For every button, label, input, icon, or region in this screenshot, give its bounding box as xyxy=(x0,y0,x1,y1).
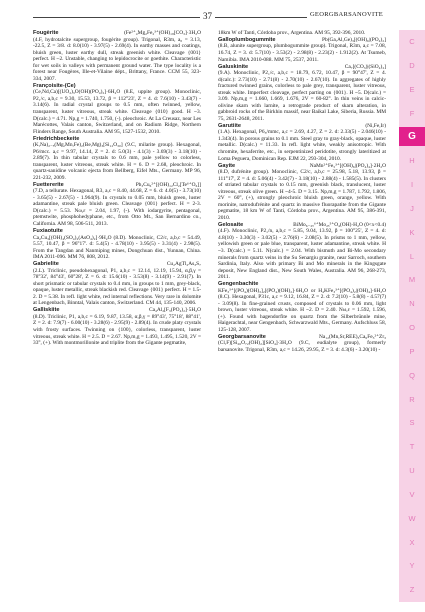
entry-description: (8.D). Triclinic, P1, a,b,c = 6.19, 9.87, 13.58, α,β,γ = 89°43', 75°18', 88°41', Z = 2. d: 7.9(7) - 6.00(10) - 3.28(6) - 2.95(9) - 2.89(4). In crude platy crystals with frosty surfaces. Twinning on {100}, colorless, transparent, luster vitreous, streak white. H = 2.5. D = 2.67. Np,m,g = 1.493, 1.495, 1.520, 2V = 33°, (+). With montmorillonite and triplite from the Gigante pegmatite, xyxy=(33,313,201,347)
mineral-name: Garutiite xyxy=(218,122,242,129)
running-head: GEORGBARSANOVITE xyxy=(307,11,383,18)
mineral-name: Gelosaite xyxy=(218,221,244,228)
index-tab-e[interactable]: E xyxy=(409,84,415,94)
mineral-formula: (Fe²⁺₄Mg₂Fe₂³⁺(OH)₁₈[CO₃]·3H₂O xyxy=(124,30,201,36)
index-tab-p[interactable]: P xyxy=(409,346,415,356)
mineral-formula: Pb₃Cu₆²⁺[(OH)₁₂Cl₂[Te⁶⁺O₆]] xyxy=(135,181,201,188)
mineral-name: Fougèrite xyxy=(33,30,59,36)
mineral-entry xyxy=(33,136,201,182)
entry-description: KFe₃³⁺[(PO₄)(OH)₃]₂[(PO₄)(OH)₂]·6H₂O or H₄KFe₃³⁺[(PO₄)₂|(OH)₄]·6H₂O (8.C). Hexagonal, P31c, a,c = 9.12, 16.84, Z = 2. d: 7.2(10) - 5.8(8) - 4.57(7) - 3.09(8). In fine-grained crusts, composed of crystals to 0.06 mm, light brown, luster vitreous, streak white. H ~2. D = 2.40. Nω,ε = 1.592, 1.596, (+). Found with hagendorfite on quartz from the Silberbrünnle mine, Haigerachtal, near Gengenbach, Schwarzwald Mts., Germany. Aufschluss 58, 125-128, 2007. xyxy=(218,287,386,333)
mineral-formula: Na₁₂(Mn,Sr,REE)₃Ca₆Fe₃²⁺Zr₃ xyxy=(318,333,386,340)
entry-description: (7.D, a tellurate. Hexagonal, R3, a,c = 8.40, 44.68, Z = 6. d: 4.0(5) - 3.73(10) - 3.65(5) - 2.67(5) - 1.964(9). In crystals to 0.05 mm, bluish green, luster adamantine, streak pale bluish green. Cleavage {001} perfect. H = 2-3. D(calc.) = 5.53. Nω,ε = 2.04, 1.97, (-). With iodargyrite, pentagonal, ptemstwite, phosphohedyphane, etc., from Otto Mt., San Bernardino co., California. AM 98, 506-511, 2013. xyxy=(33,188,201,228)
mineral-entry xyxy=(33,307,201,346)
right-column xyxy=(218,30,386,602)
mineral-entry xyxy=(218,281,386,333)
index-tab-t[interactable]: T xyxy=(409,442,415,452)
mineral-formula: Ca₇[(CO₃)|(SiO₄)₂] xyxy=(344,63,386,70)
mineral-entry xyxy=(218,64,386,123)
mineral-name: Friedrichbeckeite xyxy=(33,135,80,142)
entry-description: (8.D, dufrénite group). Monoclinic, C2/c, a,b,c = 25.98, 5.18, 13.93, β = 111°17', Z = 4. d: 5.06(4) - 3.42(7) - 3.18(10) - 2.88(4) - 1.585(5). In clusters of striated tabular crystals to 0.15 mm, greenish black, translucent, luster vitreous, streak olive green. H ~4-5. D = 3.15. Np,m,g = 1.787, 1.792, 1.806, 2V = 60°, (+), strongly pleochroic bluish green, orange, yellow. With morinite, natrodufrénite and quartz in massive fluorapatite from the Gigante pegmatite, 18 km W of Tanti, Córdoba prov., Argentina. AM 95, 386-391, 2010. xyxy=(218,169,386,221)
mineral-entry xyxy=(33,83,201,135)
mineral-formula: NaMn²⁺Fe₅³⁺[(OH)₆|(PO₄)₄]·2H₂O xyxy=(309,162,386,169)
mineral-formula: Pb(Ga,Al,Ge)₃[(OH)₆|(PO₄)₂] xyxy=(322,36,386,43)
mineral-formula: BiMo₆₋₂ₓ⁶⁺Mo₂ₓ⁵⁺O₄(OH)·H₂O (0<x<0.4) xyxy=(293,221,386,228)
index-tab-m[interactable]: M xyxy=(408,275,416,285)
index-tab-i[interactable]: I xyxy=(410,180,414,189)
left-column xyxy=(33,30,201,602)
entry-description: (Ce,Nd,Ca)[(UO₂)₃O(OH)(PO₄)₂]·6H₂O (8.E, uppite group). Monoclinic, P2₁/c, a,b,c = 9.30, 15.53, 13.72, β = 112°23', Z = 4. d: 7.6(10) - 3.43(7) - 3.14(6). In radial crystal groups to 0.5 mm, often twinned, yellow, transparent, luster vitreous, streak white. Cleavage {010} good. H ~3. D(calc.) = 4.71. Np,g = 1.740, 1.750, (-). pleochroic. At La Creusaz, near Les Marécottes, Valais canton, Switzerland, and on Radium Ridge, Northern Flinders Range, South Australia. AM 95, 1527-1532, 2010. xyxy=(33,89,201,135)
index-tab-j[interactable]: J xyxy=(410,203,414,213)
index-tab-s[interactable]: S xyxy=(409,418,415,428)
page-header xyxy=(33,11,383,28)
mineral-entry xyxy=(218,222,386,281)
mineral-entry xyxy=(218,123,386,162)
index-tab-q[interactable]: Q xyxy=(409,370,415,380)
mineral-name: Galuskinite xyxy=(218,63,249,70)
mineral-name: Galliskiite xyxy=(33,307,60,314)
entry-description: Ca₂Cu₃[(OH)₄(SO₄)₂(AsO₄)₂]·9H₂O (8.D). Monoclinic, C2/c, a,b,c = 54.49, 5.57, 10.47, β = 96°17'. d: 5.4(5) - 4.78(10) - 3.95(5) - 3.31(4) - 2.98(5). From the Tangdan and Nanmiping mines, Dongchuan dist., Yunnan, China. IMA 2011-096. MM 76, 808, 2012. xyxy=(33,234,201,261)
index-tab-c[interactable]: C xyxy=(409,37,415,46)
index-tab-h[interactable]: H xyxy=(409,156,415,166)
index-tab-u[interactable]: U xyxy=(409,466,415,475)
mineral-formula: Ca₄Al₂[F₃(PO₄)₂]·5H₂O xyxy=(148,307,201,314)
mineral-entry xyxy=(218,30,386,37)
index-tab-o[interactable]: O xyxy=(409,323,415,332)
entry-description: (K,Na)₂₋ₓ(Mg,Mn,Fe)₂(Be,Mg)₃[Si₁₂O₃₀] (9.C, milarite group). Hexagonal, P6/mcc. a,c = 9.97, 14.14, Z = 2. d: 5.0(3) - 4.1(3) - 3.69(3) - 3.18(10) - 2.89(7). In thin tabular crystals to 0.6 mm, pale yellow to colorless, transparent, luster vitreous, streak white. H = 6. D = 2.68, pleochroic. In quartz-sanidine volcanic ejecta from Bellberg, Eifel Mts., Germany. MP 96, 221-232, 2009. xyxy=(33,142,201,181)
mineral-name: Gayite xyxy=(218,162,236,169)
index-tab-g[interactable]: G xyxy=(399,127,425,146)
index-tab-f[interactable]: F xyxy=(409,108,415,118)
mineral-name: Gengenbachite xyxy=(218,281,259,288)
index-tab-d[interactable]: D xyxy=(409,60,415,70)
index-tab-n[interactable]: N xyxy=(409,299,415,309)
mineral-entry xyxy=(218,37,386,63)
index-tab-v[interactable]: V xyxy=(409,489,415,499)
index-tab-z[interactable]: Z xyxy=(409,585,415,595)
entry-description: (Cl,F)[Si₂₆O₇₂(OH)₂][SiO₄]·3H₂O (9.C, eudialyte group), formerly barsanovite. Trigonal, R3m, a,c = 14.26, 29.95, Z = 3. d: 4.3(6) - 3.20(10) - xyxy=(218,340,386,353)
mineral-name: Galloplumbogummite xyxy=(218,36,276,43)
mineral-entry xyxy=(33,182,201,228)
index-tab-x[interactable]: X xyxy=(409,537,415,547)
mineral-name: Georgbarsanovite xyxy=(218,333,266,340)
entry-description: (2.L). Triclinic, pseudohexagonal, P1, a,b,c = 12.14, 12.19, 15.94, α,β,γ = 78°32', 84°43', 60°28', Z = 6. d: 15.6(10) - 3.53(8) - 3.14(9) - 2.91(7). In short prismatic or tabular crystals to 0.4 mm, in groups to 1 mm, grey-black, opaque, luster metallic, streak blackish red. Cleavage {001} perfect. H = 1.5-2. D = 5.38. In refl. light white, red internal reflections. Very rare in dolomite at Lengenbach, Binntal, Valais canton, Switzerland. CM 44, 135-140, 2006. xyxy=(33,267,201,307)
mineral-name: Fuxiaotuite xyxy=(33,227,63,234)
mineral-entry xyxy=(218,163,386,222)
index-tab-r[interactable]: R xyxy=(409,394,415,404)
mineral-name: Fuettererite xyxy=(33,181,64,188)
index-tab-l[interactable]: L xyxy=(409,251,415,261)
mineral-formula: Cu₂AgTl₂As₃S₇ xyxy=(166,261,201,268)
mineral-entry xyxy=(33,228,201,261)
mineral-entry xyxy=(218,334,386,354)
index-tab-w[interactable]: W xyxy=(408,513,416,523)
alphabet-index-tabs xyxy=(399,30,425,602)
index-tab-k[interactable]: K xyxy=(409,227,415,237)
entry-description: (8.B, alunite supergroup, plumbogummite group). Trigonal, R3m, a,c = 7.08, 16.74, Z = 3. d: 5.7(10) - 3.53(2) - 2.98(8) - 2.23(2) - 1.912(2). At Tsumeb, Namibia. IMA 2010-088. MM 75, 2537, 2011. xyxy=(218,43,386,63)
entry-description: (4.F). Monoclinic, P2₁/n, a,b,c = 5.85, 9.04, 13.92, β = 100°25', Z = 4. d: 4.8(10) - 3.30(3) - 3.02(5) - 2.76(6) - 2.08(5). In prisms to 1 mm, yellow, yellowish green or pale blue, transparent, luster adamantine, streak white. H ~3. D(calc.) = 5.11. N(calc.) = 2.04. With bismuth and Bi-Mo secondary minerals from quartz veins in the Su Senargiu granite, near Sarroch, southern Sardinia, Italy. Also with primary Bi and Mo minerals in the Kingsgate deposit, New England dist., New South Wales, Australia. AM 96, 268-273, 2011. xyxy=(218,228,386,281)
entry-description: (4.F, hydrotalcite supergroup, fougèrite group). Trigonal, R3m, a₀ = 3.13, -22.5, Z = 3/8. d: 8.0(10) - 3.97(5) - 2.69(4). In earthy masses and coatings, bluish green, luster earthy dull, streak greenish white. Cleavage {001} perfect. H ~2. Unstable, changing to lepidocrocite or goethite. Characteristic for wet soils in valleys with permanent ground water. The type locality is a forest near Fougères, Ille-et-Vilaine dépt., Brittany, France. CCM 55, 323-334, 2007. xyxy=(33,36,201,82)
entry-description: (1.A). Hexagonal, P6₃/mmc, a,c = 2.69, 4.27, Z = 2. d: 2.33(5) - 2.046(10) - 1.343(4). In porous grains to 0.1 mm. Steel gray to gray-black, opaque, luster metallic. D(calc.) = 11.33. In refl. light white, weakly anisotropic. With chromite, hexaferrite, etc., in serpentinized peridotite, strongly lateritized at Loma Peguera, Dominican Rep. EJM 22, 293-304, 2010. xyxy=(218,129,386,162)
mineral-entry xyxy=(33,30,201,82)
entry-description: (9.A). Monoclinic, P2₁/c, a,b,c = 18.79, 6.72, 10.47, β = 90°47', Z = 4. d(calc.): 2.73(10) - 2.71(8) - 2.70(10) - 2.67(10). In aggregates of highly fractured twinned grains, colorless to pale grey, transparent, luster vitreous, streak white. Imperfect cleavage, perfect parting on {001}. H ~5. D(calc.) = 3.09. Np,m,g = 1.660, 1.669, 1.676, 2V = 60-82°. In thin veins in calcic-olivine skarn with larnite, a retrograde product of skarn alteration, in gabbroid rocks of the Birkhin massif, near Baikal Lake, Siberia, Russia. MM 75, 2631-2648, 2011. xyxy=(218,70,386,122)
mineral-entry xyxy=(33,261,201,307)
mineral-formula: (Ni,Fe,Ir) xyxy=(365,122,386,129)
entry-description: 18km W of Tanti, Córdoba prov., Argentina. AM 95, 392-396, 2010. xyxy=(218,30,366,36)
page-number: 37 xyxy=(200,11,215,21)
index-tab-y[interactable]: Y xyxy=(409,561,415,571)
mineral-name: Gabrielite xyxy=(33,261,59,268)
mineral-name: Françoisite-(Ce) xyxy=(33,82,76,89)
